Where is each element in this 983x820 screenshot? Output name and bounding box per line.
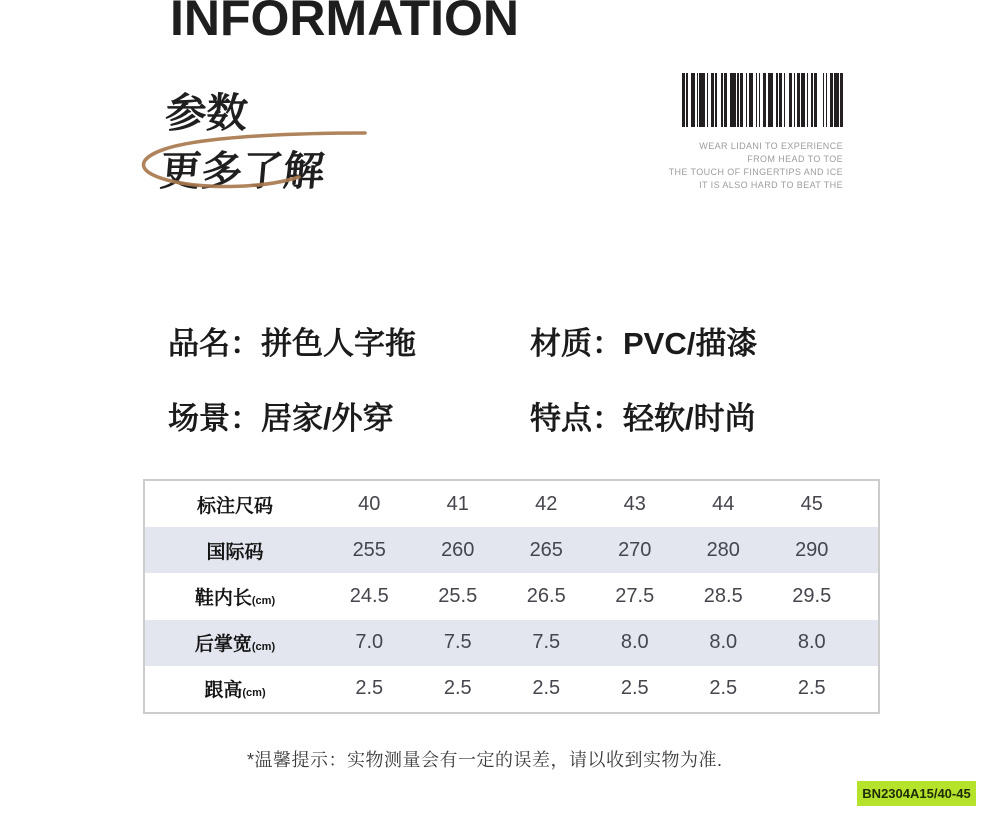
barcode-caption-line: FROM HEAD TO TOE [747, 154, 843, 164]
subtitle [158, 84, 332, 200]
barcode-caption [613, 140, 843, 192]
table-cell: 270 [618, 538, 652, 561]
table-row-heel-width [145, 620, 878, 666]
table-row-intl-code [145, 527, 878, 573]
table-cell: 290 [795, 538, 829, 561]
subtitle-line-1: 参数 [163, 90, 250, 136]
row-label: 跟高(cm) [204, 680, 266, 702]
table-cell: 27.5 [615, 584, 655, 607]
table-cell: 28.5 [703, 584, 743, 607]
row-label: 鞋内长(cm) [194, 587, 276, 609]
table-cell: 29.5 [792, 584, 832, 607]
table-cell: 2.5 [532, 677, 561, 700]
table-cell: 8.0 [620, 631, 649, 654]
table-cell: 43 [623, 492, 646, 515]
subtitle-line-2: 更多了解 [158, 148, 327, 194]
table-cell: 40 [358, 492, 381, 515]
table-cell: 41 [446, 492, 469, 515]
product-name-row [168, 328, 416, 359]
table-cell: 8.0 [797, 631, 826, 654]
row-label: 标注尺码 [196, 495, 273, 517]
material-value: PVC/描漆 [623, 326, 758, 361]
table-cell: 2.5 [709, 677, 738, 700]
feature-value: 轻软/时尚 [623, 401, 756, 436]
table-cell: 7.5 [443, 631, 472, 654]
table-cell: 2.5 [355, 677, 384, 700]
table-cell: 280 [706, 538, 740, 561]
material-row [530, 328, 757, 359]
row-label: 后掌宽(cm) [194, 634, 276, 656]
size-table [143, 479, 880, 714]
table-row-heel-height [145, 666, 878, 712]
product-name-label: 品名： [168, 326, 261, 361]
table-row-size [145, 481, 878, 527]
barcode-block [613, 73, 843, 192]
table-cell: 25.5 [438, 584, 478, 607]
table-cell: 26.5 [526, 584, 566, 607]
table-cell: 8.0 [709, 631, 738, 654]
product-name-value: 拼色人字拖 [261, 326, 416, 361]
table-cell: 42 [535, 492, 558, 515]
table-cell: 260 [441, 538, 475, 561]
table-cell: 44 [712, 492, 735, 515]
barcode-caption-line: WEAR LIDANI TO EXPERIENCE [699, 141, 843, 151]
product-code-badge: BN2304A15/40-45 [857, 781, 976, 806]
barcode-caption-line: THE TOUCH OF FINGERTIPS AND ICE [668, 167, 843, 177]
barcode-caption-line: IT IS ALSO HARD TO BEAT THE [699, 180, 843, 190]
table-cell: 255 [352, 538, 386, 561]
table-cell: 7.0 [355, 631, 384, 654]
table-cell: 265 [529, 538, 563, 561]
scene-label: 场景： [168, 401, 261, 436]
scene-row [168, 403, 394, 434]
table-cell: 2.5 [620, 677, 649, 700]
table-cell: 2.5 [443, 677, 472, 700]
feature-label: 特点： [530, 401, 623, 436]
barcode-icon [682, 73, 843, 127]
disclaimer-note: *温馨提示：实物测量会有一定的误差，请以收到实物为准. [247, 750, 723, 770]
table-cell: 2.5 [797, 677, 826, 700]
feature-row [530, 403, 756, 434]
scene-value: 居家/外穿 [261, 401, 394, 436]
table-cell: 7.5 [532, 631, 561, 654]
page-title: INFORMATION [170, 0, 520, 46]
table-row-inner-length [145, 573, 878, 619]
material-label: 材质： [530, 326, 623, 361]
table-cell: 45 [800, 492, 823, 515]
row-label: 国际码 [206, 541, 264, 563]
table-cell: 24.5 [349, 584, 389, 607]
